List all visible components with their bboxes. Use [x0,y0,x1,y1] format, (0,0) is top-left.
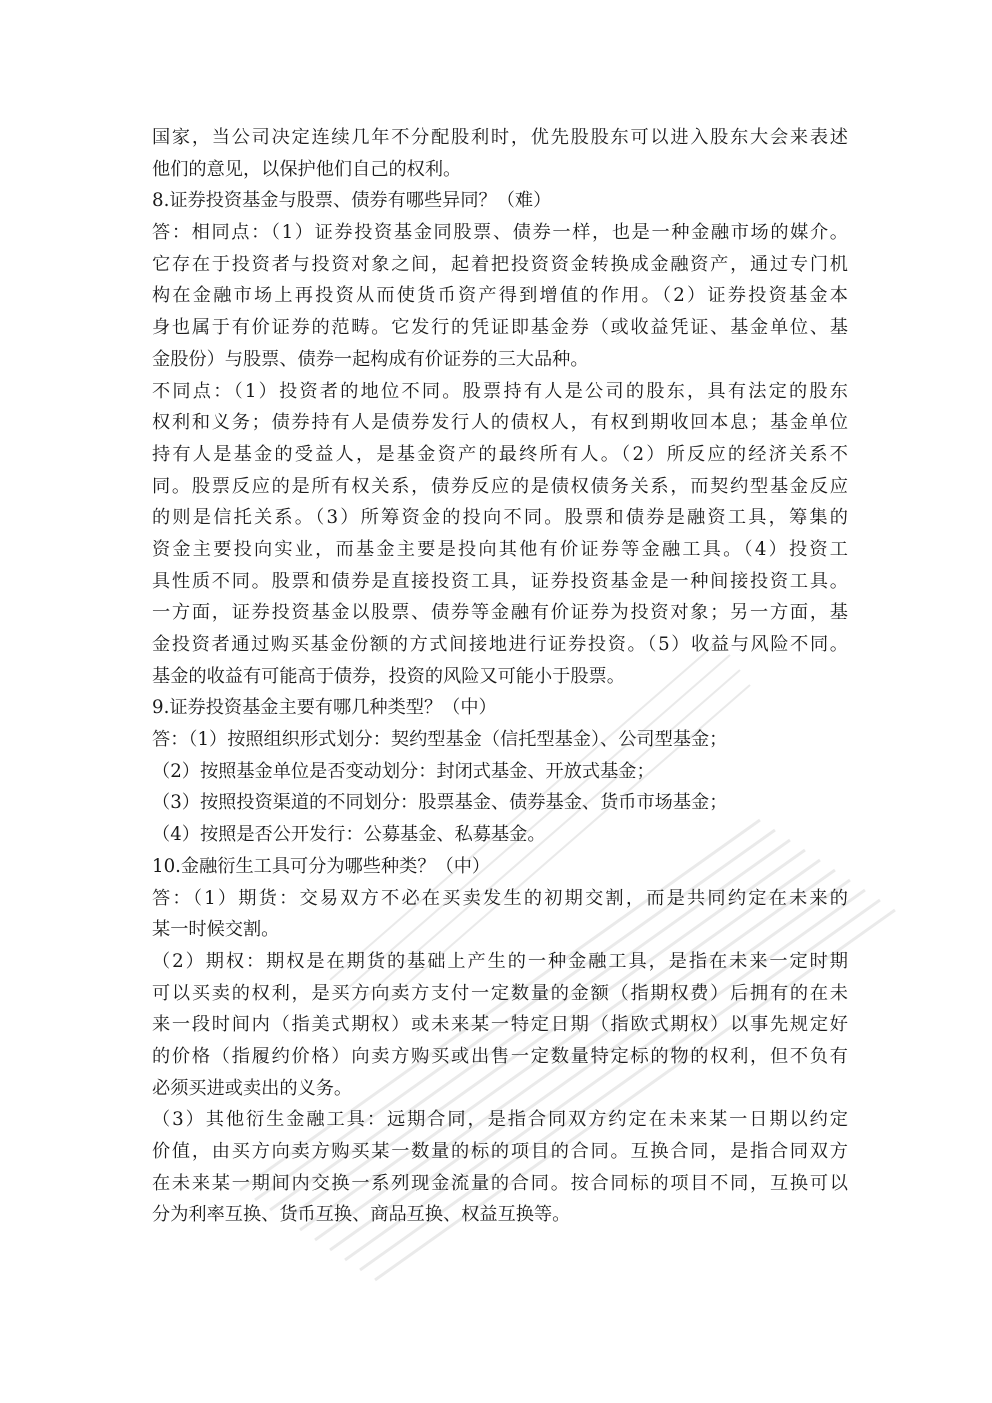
text-line: 国家，当公司决定连续几年不分配股利时，优先股股东可以进入股东大会来表述 [152,127,848,148]
question-heading: 9.证券投资基金主要有哪几种类型？（中） [152,697,497,719]
text-line: 资金主要投向实业，而基金主要是投向其他有价证券等金融工具。（4）投资工 [152,538,848,560]
text-line: 持有人是基金的受益人，是基金资产的最终所有人。（2）所反应的经济关系不 [152,443,848,465]
text-line: 可以买卖的权利，是买方向卖方支付一定数量的金额（指期权费）后拥有的在未 [152,982,848,1004]
text-line: 答：（1）期货：交易双方不必在买卖发生的初期交割，而是共同约定在未来的 [152,887,848,909]
question-heading: 8.证券投资基金与股票、债券有哪些异同？（难） [152,190,552,212]
text-line: 来一段时间内（指美式期权）或未来某一特定日期（指欧式期权）以事先规定好 [152,1014,848,1036]
text-line: 必须买进或卖出的义务。 [152,1077,353,1099]
text-line: 权利和义务；债券持有人是债券发行人的债权人，有权到期收回本息；基金单位 [152,412,848,434]
text-line: （3）按照投资渠道的不同划分：股票基金、债券基金、货币市场基金； [152,792,728,814]
text-line: （2）按照基金单位是否变动划分：封闭式基金、开放式基金； [152,760,655,782]
text-line: （2）期权：期权是在期货的基础上产生的一种金融工具，是指在未来一定时期 [152,950,848,972]
text-line: 不同点：（1）投资者的地位不同。股票持有人是公司的股东，具有法定的股东 [152,380,848,402]
text-line: 价值，由买方向卖方购买某一数量的标的项目的合同。互换合同，是指合同双方 [152,1141,848,1162]
text-line: 具性质不同。股票和债券是直接投资工具，证券投资基金是一种间接投资工具。 [152,570,848,592]
question-heading: 10.金融衍生工具可分为哪些种类？（中） [152,855,491,877]
text-line: 分为利率互换、货币互换、商品互换、权益互换等。 [152,1204,571,1226]
text-line: 同。股票反应的是所有权关系，债券反应的是债权债务关系，而契约型基金反应 [152,475,848,497]
text-line: 他们的意见，以保护他们自己的权利。 [152,158,462,180]
text-line: 构在金融市场上再投资从而使货币资产得到增值的作用。（2）证券投资基金本 [152,285,848,307]
text-line: （4）按照是否公开发行：公募基金、私募基金。 [152,824,546,846]
text-line: （3）其他衍生金融工具：远期合同，是指合同双方约定在未来某一日期以约定 [152,1109,848,1131]
text-line: 在未来某一期间内交换一系列现金流量的合同。按合同标的项目不同，互换可以 [152,1172,848,1194]
text-line: 答：（1）按照组织形式划分：契约型基金（信托型基金）、公司型基金； [152,729,728,751]
text-line: 金股份）与股票、债券一起构成有价证券的三大品种。 [152,348,589,370]
text-line: 它存在于投资者与投资对象之间，起着把投资资金转换成金融资产，通过专门机 [152,253,848,275]
text-line: 某一时候交割。 [152,919,280,941]
text-line: 的价格（指履约价格）向卖方购买或出售一定数量特定标的物的权利，但不负有 [152,1045,848,1067]
text-line: 身也属于有价证券的范畴。它发行的凭证即基金券（或收益凭证、基金单位、基 [152,317,848,339]
text-line: 一方面，证券投资基金以股票、债券等金融有价证券为投资对象；另一方面，基 [152,602,848,624]
document-body [152,122,848,1231]
text-line: 基金的收益有可能高于债券，投资的风险又可能小于股票。 [152,665,625,687]
text-line: 答：相同点：（1）证券投资基金同股票、债券一样，也是一种金融市场的媒介。 [152,222,848,244]
text-line: 金投资者通过购买基金份额的方式间接地进行证券投资。（5）收益与风险不同。 [152,634,848,655]
text-line: 的则是信托关系。（3）所筹资金的投向不同。股票和债券是融资工具，筹集的 [152,507,848,529]
